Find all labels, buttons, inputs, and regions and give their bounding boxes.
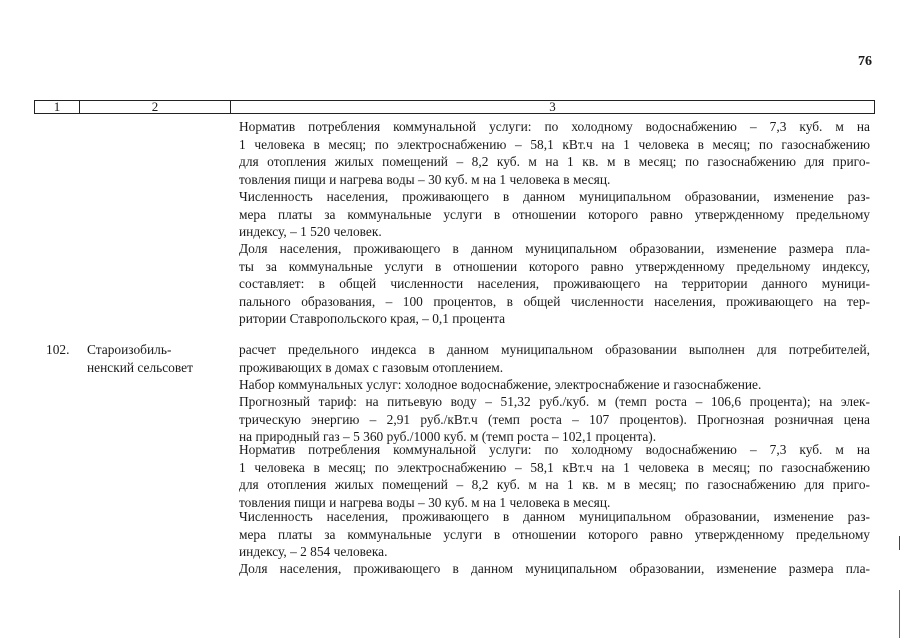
text-line: проживающих в домах с газовым отоплением. — [239, 359, 504, 375]
paragraph-consumption-norm — [239, 118, 870, 188]
text-line: Набор коммунальных услуг: холодное водоснабжение, электроснабжение и газоснабжение. — [239, 377, 762, 392]
text-line: расчет предельного индекса в данном муниципальном образовании выполнен для потребителей, — [239, 342, 870, 357]
text-line: мера платы за коммунальные услуги в отношении которого равно утвержденному предельному — [239, 206, 870, 222]
paragraph-population-count-102 — [239, 508, 870, 561]
text-line: индексу, – 1 520 человек. — [239, 224, 382, 239]
text-line: мера платы за коммунальные услуги в отношении которого равно утвержденному предельному — [239, 526, 870, 542]
text-line: ты за коммунальные услуги в отношении которого равно утвержденному предельному индексу, — [239, 258, 870, 274]
paragraph-forecast-tariff — [239, 393, 870, 446]
paragraph-population-share-102 — [239, 560, 870, 578]
text-line: ритории Ставропольского края, – 0,1 процента — [239, 311, 506, 326]
text-line: составляет: в общей численности населения, проживающего на территории данного муници- — [239, 276, 870, 291]
text-line: трическую энергию – 2,91 руб./кВт.ч (темп роста – 107 процентов). Прогнозная розничная цена — [239, 411, 870, 427]
text-line: индексу, – 2 854 человека. — [239, 544, 388, 559]
paragraph-consumption-norm-102 — [239, 441, 870, 511]
paragraph-services-set — [239, 376, 870, 394]
text-line: 1 человека в месяц; по электроснабжению – 58,1 кВт.ч на 1 человека в месяц; по газоснабжению — [239, 459, 870, 475]
header-col-2: 2 — [80, 101, 231, 113]
header-col-1: 1 — [35, 101, 80, 113]
text-line: на природный газ – 5 360 руб./1000 куб. м (темп роста – 102,1 процента). — [239, 429, 657, 444]
text-line: Доля населения, проживающего в данном муниципальном образовании, изменение размера пла- — [239, 241, 870, 256]
text-line: Численность населения, проживающего в данном муниципальном образовании, изменение раз- — [239, 509, 870, 524]
text-line: пального образования, – 100 процентов, в общей численности населения, проживающего на тер- — [239, 293, 870, 309]
text-line: 1 человека в месяц; по электроснабжению – 58,1 кВт.ч на 1 человека в месяц; по газоснабжению — [239, 136, 870, 152]
text-line: Численность населения, проживающего в данном муниципальном образовании, изменение раз- — [239, 189, 870, 204]
name-line: ненский сельсовет — [87, 359, 193, 375]
paragraph-index-calculation — [239, 341, 870, 376]
paragraph-population-share — [239, 240, 870, 328]
text-line: для отопления жилых помещений – 8,2 куб. м на 1 кв. м в месяц; по газоснабжению для приго- — [239, 477, 870, 492]
row-number: 102. — [46, 342, 70, 357]
paragraph-population-count — [239, 188, 870, 241]
text-line: Прогнозный тариф: на питьевую воду – 51,32 руб./куб. м (темп роста – 106,6 процента); на элек- — [239, 394, 870, 409]
scan-mark — [899, 590, 900, 638]
text-line: Норматив потребления коммунальной услуги: по холодному водоснабжению – 7,3 куб. м на — [239, 119, 870, 134]
text-line: товления пищи и нагрева воды – 30 куб. м на 1 человека в месяц. — [239, 171, 611, 187]
header-col-3: 3 — [549, 99, 556, 114]
text-line: товления пищи и нагрева воды – 30 куб. м на 1 человека в месяц. — [239, 494, 611, 510]
municipality-name — [87, 341, 237, 376]
text-line: для отопления жилых помещений – 8,2 куб. м на 1 кв. м в месяц; по газоснабжению для приго- — [239, 154, 870, 169]
table-header-row — [34, 100, 875, 114]
page-number: 76 — [858, 54, 872, 69]
text-line: Доля населения, проживающего в данном муниципальном образовании, изменение размера пла- — [239, 561, 870, 576]
text-line: Норматив потребления коммунальной услуги: по холодному водоснабжению – 7,3 куб. м на — [239, 442, 870, 457]
scan-mark — [899, 536, 900, 550]
name-line: Староизобиль- — [87, 342, 172, 357]
